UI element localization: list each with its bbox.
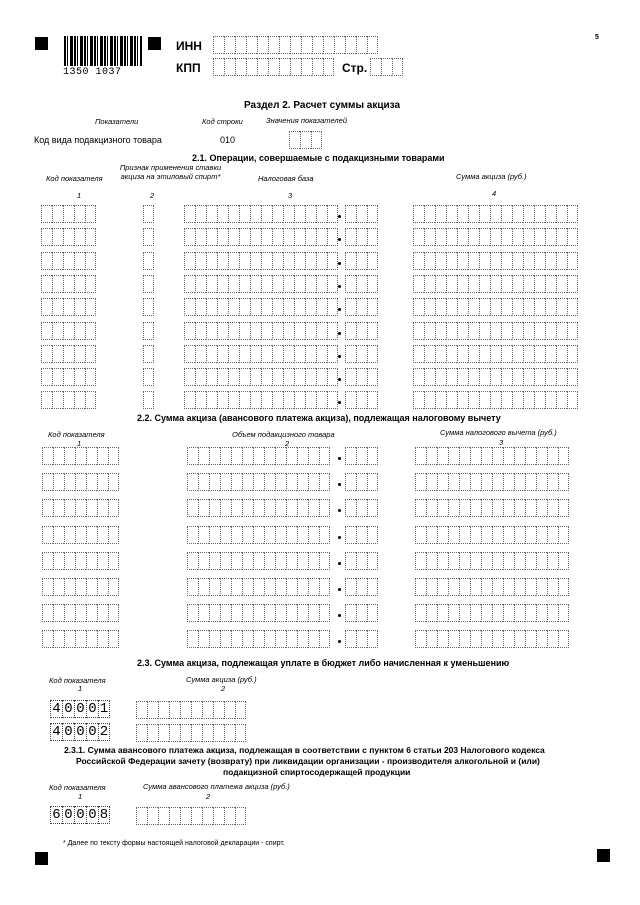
s23-n2: 2 — [221, 684, 226, 693]
section-title: Раздел 2. Расчет суммы акциза — [244, 100, 401, 111]
s21-base-fraction[interactable] — [345, 205, 378, 223]
col-indicators: Показатели — [95, 117, 139, 126]
s21-sign-field[interactable] — [143, 391, 154, 409]
s22-volume-fraction[interactable] — [345, 552, 378, 570]
kpp-field[interactable] — [213, 58, 334, 76]
code-digit: 1 — [99, 701, 109, 717]
s21-sum-field[interactable] — [413, 322, 578, 340]
s21-base-field[interactable] — [184, 391, 338, 409]
s21-base-field[interactable] — [184, 322, 338, 340]
s21-code-field[interactable] — [41, 391, 96, 409]
s22-volume-field[interactable] — [187, 630, 330, 648]
s22-sum-field[interactable] — [415, 630, 569, 648]
decimal-point — [338, 308, 341, 311]
product-code-field[interactable] — [289, 131, 322, 149]
s21-base-field[interactable] — [184, 252, 338, 270]
s21-base-field[interactable] — [184, 205, 338, 223]
code-digit: 0 — [62, 700, 74, 718]
s21-code-field[interactable] — [41, 368, 96, 386]
barcode-number: 1350 1037 — [63, 67, 122, 78]
product-code-label: Код вида подакцизного товара — [34, 135, 162, 145]
s21-code-field[interactable] — [41, 275, 96, 293]
s22-code-field[interactable] — [42, 499, 119, 517]
decimal-point — [338, 401, 341, 404]
code-digit: 0 — [74, 723, 86, 741]
page-field[interactable] — [370, 58, 403, 76]
s22-volume-field[interactable] — [187, 604, 330, 622]
s22-volume-field[interactable] — [187, 578, 330, 596]
s22-code-field[interactable] — [42, 526, 119, 544]
s21-sign-field[interactable] — [143, 345, 154, 363]
decimal-point — [338, 509, 341, 512]
s23-sum1-field[interactable] — [136, 701, 246, 719]
code-digit: 0 — [86, 700, 98, 718]
decimal-point — [338, 457, 341, 460]
s23-code2-field[interactable] — [50, 723, 110, 741]
decimal-point — [338, 483, 341, 486]
s21-base-fraction[interactable] — [345, 298, 378, 316]
s22-sum-field[interactable] — [415, 473, 569, 491]
s23-col2: Сумма акциза (руб.) — [186, 675, 257, 684]
s22-sum-field[interactable] — [415, 578, 569, 596]
code-digit: 0 — [74, 700, 86, 718]
s22-volume-fraction[interactable] — [345, 473, 378, 491]
s231-title-line2: Российской Федерации зачету (возврату) при ликвидации организации - производителя алкогольной и (или) — [76, 756, 540, 766]
decimal-point — [338, 562, 341, 565]
decimal-point — [338, 285, 341, 288]
s21-n1: 1 — [77, 191, 82, 200]
decimal-point — [338, 332, 341, 335]
s21-code-field[interactable] — [41, 252, 96, 270]
inn-field[interactable] — [213, 36, 378, 54]
s21-base-fraction[interactable] — [345, 368, 378, 386]
s231-n1: 1 — [78, 792, 83, 801]
s22-title: 2.2. Сумма акциза (авансового платежа акциза), подлежащая налоговому вычету — [137, 413, 501, 423]
s231-title-line3: подакцизной спиртосодержащей продукции — [223, 767, 411, 777]
s21-n4: 4 — [492, 189, 497, 198]
s22-volume-fraction[interactable] — [345, 499, 378, 517]
decimal-point — [338, 262, 341, 265]
s22-col3: Сумма налогового вычета (руб.) — [440, 428, 557, 437]
s22-sum-field[interactable] — [415, 447, 569, 465]
s231-col2: Сумма авансового платежа акциза (руб.) — [143, 782, 290, 791]
page-number: 5 — [595, 34, 599, 41]
s231-sum-field[interactable] — [136, 807, 246, 825]
s21-sum-field[interactable] — [413, 345, 578, 363]
s22-volume-fraction[interactable] — [345, 447, 378, 465]
s22-volume-field[interactable] — [187, 526, 330, 544]
corner-marker-bottom-left — [35, 852, 48, 865]
s21-col3: Налоговая база — [258, 174, 314, 183]
s22-code-field[interactable] — [42, 578, 119, 596]
s22-code-field[interactable] — [42, 552, 119, 570]
s21-sign-field[interactable] — [143, 228, 154, 246]
s22-code-field[interactable] — [42, 630, 119, 648]
decimal-point — [338, 238, 341, 241]
s22-n3: 3 — [499, 438, 504, 447]
s21-sign-field[interactable] — [143, 205, 154, 223]
s21-base-fraction[interactable] — [345, 228, 378, 246]
s21-code-field[interactable] — [41, 228, 96, 246]
s21-sign-field[interactable] — [143, 275, 154, 293]
s22-volume-field[interactable] — [187, 447, 330, 465]
s22-volume-fraction[interactable] — [345, 604, 378, 622]
product-code-line: 010 — [220, 135, 236, 145]
s22-volume-field[interactable] — [187, 552, 330, 570]
barcode — [64, 36, 142, 66]
s21-sum-field[interactable] — [413, 252, 578, 270]
s22-n1: 1 — [77, 439, 82, 448]
s21-col4: Сумма акциза (руб.) — [456, 172, 527, 181]
s23-col1: Код показателя — [49, 676, 106, 685]
s21-base-field[interactable] — [184, 298, 338, 316]
code-digit: 6 — [50, 806, 62, 824]
s22-volume-fraction[interactable] — [345, 630, 378, 648]
s22-n2: 2 — [285, 439, 290, 448]
corner-marker-bottom-right — [597, 849, 610, 862]
s21-n3: 3 — [288, 191, 293, 200]
s21-title: 2.1. Операции, совершаемые с подакцизными товарами — [192, 153, 445, 163]
col-values: Значения показателей — [266, 116, 348, 125]
s22-code-field[interactable] — [42, 447, 119, 465]
s21-code-field[interactable] — [41, 345, 96, 363]
corner-marker-top-left — [35, 37, 48, 50]
code-digit: 0 — [62, 806, 74, 824]
decimal-point — [338, 215, 341, 218]
s23-sum2-field[interactable] — [136, 724, 246, 742]
s22-sum-field[interactable] — [415, 604, 569, 622]
s21-sum-field[interactable] — [413, 275, 578, 293]
s231-col1: Код показателя — [49, 783, 106, 792]
s21-base-field[interactable] — [184, 275, 338, 293]
s21-sign-field[interactable] — [143, 252, 154, 270]
s21-sign-field[interactable] — [143, 322, 154, 340]
s22-code-field[interactable] — [42, 604, 119, 622]
s21-base-fraction[interactable] — [345, 391, 378, 409]
s231-title-line1: 2.3.1. Сумма авансового платежа акциза, подлежащая в соответствии с пунктом 6 статьи 203 Налогового кодекса — [64, 745, 545, 755]
s23-n1: 1 — [78, 684, 83, 693]
s21-sum-field[interactable] — [413, 228, 578, 246]
s22-volume-field[interactable] — [187, 499, 330, 517]
s22-code-field[interactable] — [42, 473, 119, 491]
s21-base-field[interactable] — [184, 228, 338, 246]
decimal-point — [338, 640, 341, 643]
footnote: * Далее по тексту формы настоящей налоговой декларации - спирт. — [63, 840, 285, 847]
s21-sum-field[interactable] — [413, 298, 578, 316]
s21-base-field[interactable] — [184, 368, 338, 386]
s22-sum-field[interactable] — [415, 526, 569, 544]
s22-col1: Код показателя — [48, 430, 105, 439]
s22-volume-fraction[interactable] — [345, 526, 378, 544]
s21-sign-field[interactable] — [143, 368, 154, 386]
s21-base-fraction[interactable] — [345, 252, 378, 270]
s21-col1: Код показателя — [46, 174, 103, 183]
code-digit: 0 — [62, 723, 74, 741]
page-label: Стр. — [342, 61, 368, 75]
s21-base-field[interactable] — [184, 345, 338, 363]
s22-volume-field[interactable] — [187, 473, 330, 491]
inn-label: ИНН — [176, 39, 202, 53]
col-line-code: Код строки — [202, 117, 243, 126]
s22-col2: Объем подакцизного товара — [232, 430, 335, 439]
code-digit: 4 — [50, 723, 62, 741]
s22-volume-fraction[interactable] — [345, 578, 378, 596]
s21-code-field[interactable] — [41, 322, 96, 340]
s23-code1-field[interactable] — [50, 700, 110, 718]
code-digit: 0 — [86, 723, 98, 741]
s21-base-fraction[interactable] — [345, 345, 378, 363]
code-digit: 2 — [99, 724, 109, 740]
s22-sum-field[interactable] — [415, 552, 569, 570]
s21-sign-field[interactable] — [143, 298, 154, 316]
s21-sum-field[interactable] — [413, 368, 578, 386]
decimal-point — [338, 536, 341, 539]
kpp-label: КПП — [176, 61, 201, 75]
s21-base-fraction[interactable] — [345, 275, 378, 293]
s21-n2: 2 — [150, 191, 155, 200]
code-digit: 8 — [99, 807, 109, 823]
s21-sum-field[interactable] — [413, 205, 578, 223]
s21-sum-field[interactable] — [413, 391, 578, 409]
decimal-point — [338, 588, 341, 591]
code-digit: 0 — [86, 806, 98, 824]
s231-n2: 2 — [206, 792, 211, 801]
s21-col2: Признак применения ставки акциза на этиловый спирт* — [119, 163, 222, 181]
corner-marker-top-mid — [148, 37, 161, 50]
s22-sum-field[interactable] — [415, 499, 569, 517]
decimal-point — [338, 614, 341, 617]
s23-title: 2.3. Сумма акциза, подлежащая уплате в бюджет либо начисленная к уменьшению — [137, 658, 510, 668]
s231-code-field[interactable] — [50, 806, 110, 824]
s21-base-fraction[interactable] — [345, 322, 378, 340]
code-digit: 4 — [50, 700, 62, 718]
code-digit: 0 — [74, 806, 86, 824]
s21-code-field[interactable] — [41, 298, 96, 316]
s21-code-field[interactable] — [41, 205, 96, 223]
decimal-point — [338, 355, 341, 358]
decimal-point — [338, 378, 341, 381]
